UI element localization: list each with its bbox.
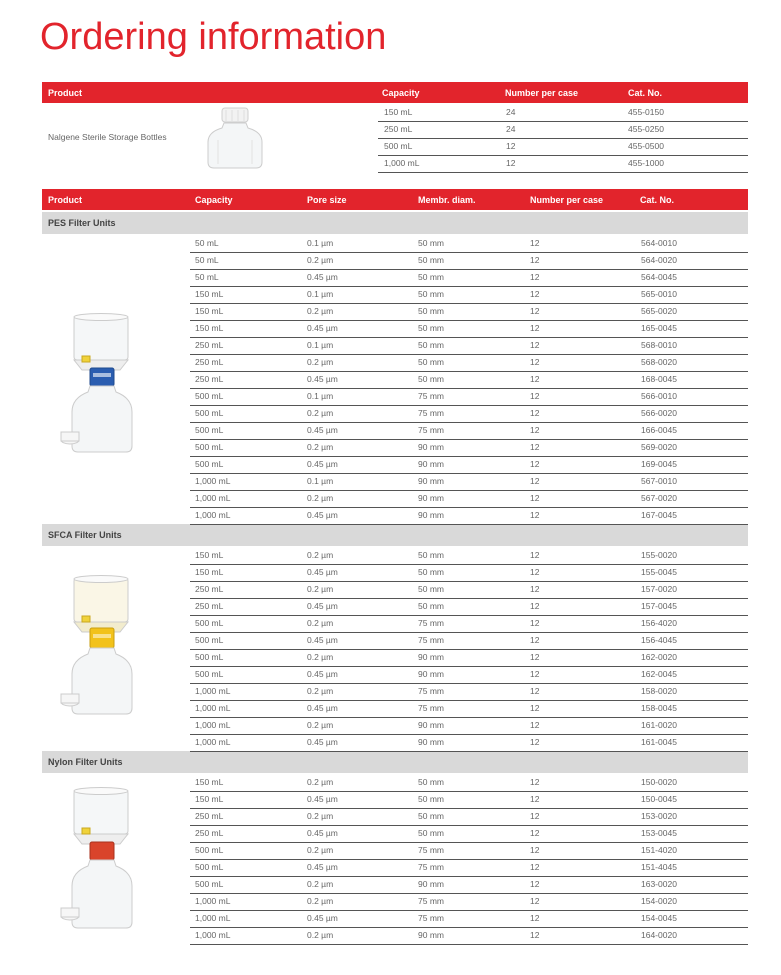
- table-cell: 0.2 µm: [307, 442, 334, 452]
- table-cell: 12: [530, 425, 540, 435]
- table-row: [190, 286, 748, 304]
- table-cell: 568-0020: [641, 357, 677, 367]
- table-row: [190, 825, 748, 843]
- table-cell: 0.45 µm: [307, 913, 338, 923]
- table-cell: 150 mL: [195, 323, 224, 333]
- table-cell: 500 mL: [195, 408, 224, 418]
- table-cell: 12: [530, 794, 540, 804]
- table-cell: 12: [530, 601, 540, 611]
- table-cell: 50 mm: [418, 584, 444, 594]
- table-cell: 455-1000: [628, 158, 664, 168]
- table-cell: 162-0020: [641, 652, 677, 662]
- filter-header-capacity: Capacity: [195, 195, 233, 205]
- table-cell: 0.45 µm: [307, 703, 338, 713]
- table-cell: 157-0020: [641, 584, 677, 594]
- table-cell: 564-0045: [641, 272, 677, 282]
- table-cell: 75 mm: [418, 862, 444, 872]
- table-cell: 12: [530, 635, 540, 645]
- table-cell: 156-4045: [641, 635, 677, 645]
- table-row: [190, 564, 748, 582]
- table-cell: 12: [530, 845, 540, 855]
- table-cell: 12: [530, 459, 540, 469]
- table-cell: 50 mL: [195, 255, 219, 265]
- table-cell: 50 mm: [418, 323, 444, 333]
- table-cell: 0.45 µm: [307, 323, 338, 333]
- table-cell: 50 mL: [195, 238, 219, 248]
- table-cell: 1,000 mL: [195, 896, 231, 906]
- table-cell: 90 mm: [418, 930, 444, 940]
- table-cell: 161-0020: [641, 720, 677, 730]
- table-cell: 90 mm: [418, 879, 444, 889]
- table-cell: 12: [530, 669, 540, 679]
- table-cell: 150-0020: [641, 777, 677, 787]
- table-cell: 12: [530, 913, 540, 923]
- table-cell: 1,000 mL: [195, 493, 231, 503]
- table-cell: 150 mL: [195, 567, 224, 577]
- table-cell: 50 mm: [418, 777, 444, 787]
- table-row: [190, 717, 748, 735]
- table-cell: 75 mm: [418, 913, 444, 923]
- table-cell: 0.45 µm: [307, 828, 338, 838]
- table-cell: 50 mL: [195, 272, 219, 282]
- table-cell: 12: [530, 584, 540, 594]
- table-cell: 75 mm: [418, 635, 444, 645]
- table-row: [190, 666, 748, 684]
- table-cell: 0.2 µm: [307, 845, 334, 855]
- table-cell: 0.45 µm: [307, 635, 338, 645]
- table-cell: 155-0045: [641, 567, 677, 577]
- table-cell: 161-0045: [641, 737, 677, 747]
- table-row: [190, 269, 748, 287]
- table-cell: 90 mm: [418, 476, 444, 486]
- table-cell: 12: [530, 238, 540, 248]
- table-cell: 250 mL: [195, 357, 224, 367]
- filter-header-number-per-case: Number per case: [530, 195, 604, 205]
- table-cell: 1,000 mL: [195, 476, 231, 486]
- table-cell: 156-4020: [641, 618, 677, 628]
- table-cell: 75 mm: [418, 686, 444, 696]
- table-row: [190, 700, 748, 718]
- section-sfca-title: SFCA Filter Units: [48, 530, 122, 540]
- table-cell: 90 mm: [418, 459, 444, 469]
- table-cell: 565-0020: [641, 306, 677, 316]
- table-cell: 0.2 µm: [307, 686, 334, 696]
- table-cell: 564-0010: [641, 238, 677, 248]
- table-cell: 1,000 mL: [195, 913, 231, 923]
- table-cell: 24: [506, 124, 516, 134]
- table-row: [190, 842, 748, 860]
- section-nylon-title: Nylon Filter Units: [48, 757, 123, 767]
- nylon-filter-unit-image: [60, 786, 140, 936]
- table-cell: 500 mL: [195, 652, 224, 662]
- table-cell: 250 mL: [384, 124, 413, 134]
- table-cell: 12: [530, 811, 540, 821]
- table-cell: 0.45 µm: [307, 459, 338, 469]
- section-pes: [42, 212, 748, 234]
- table-cell: 12: [530, 896, 540, 906]
- bottles-table-header: [42, 82, 748, 103]
- table-cell: 500 mL: [195, 459, 224, 469]
- table-cell: 12: [530, 442, 540, 452]
- table-cell: 50 mm: [418, 811, 444, 821]
- table-row: [190, 927, 748, 945]
- table-cell: 90 mm: [418, 510, 444, 520]
- table-cell: 12: [530, 357, 540, 367]
- table-cell: 90 mm: [418, 442, 444, 452]
- table-cell: 1,000 mL: [195, 686, 231, 696]
- table-cell: 154-0020: [641, 896, 677, 906]
- nylon-color-ring: [90, 842, 114, 860]
- table-cell: 168-0045: [641, 374, 677, 384]
- table-cell: 0.45 µm: [307, 374, 338, 384]
- table-cell: 12: [530, 879, 540, 889]
- table-cell: 564-0020: [641, 255, 677, 265]
- sfca-filter-unit-image: [60, 572, 140, 722]
- table-cell: 567-0010: [641, 476, 677, 486]
- table-row: [190, 774, 748, 792]
- table-cell: 500 mL: [195, 879, 224, 889]
- table-cell: 151-4020: [641, 845, 677, 855]
- table-cell: 0.2 µm: [307, 896, 334, 906]
- table-cell: 0.2 µm: [307, 811, 334, 821]
- table-cell: 150-0045: [641, 794, 677, 804]
- pes-filter-unit-image: [60, 308, 140, 458]
- table-cell: 12: [530, 289, 540, 299]
- table-cell: 12: [530, 737, 540, 747]
- section-sfca: [42, 524, 748, 546]
- table-cell: 50 mm: [418, 828, 444, 838]
- table-cell: 50 mm: [418, 289, 444, 299]
- table-cell: 155-0020: [641, 550, 677, 560]
- table-cell: 75 mm: [418, 618, 444, 628]
- table-cell: 455-0150: [628, 107, 664, 117]
- table-row: [190, 337, 748, 355]
- table-row: [190, 507, 748, 525]
- table-cell: 163-0020: [641, 879, 677, 889]
- table-cell: 153-0045: [641, 828, 677, 838]
- table-cell: 150 mL: [384, 107, 413, 117]
- table-cell: 12: [506, 141, 516, 151]
- table-cell: 50 mm: [418, 272, 444, 282]
- bottles-header-number-per-case: Number per case: [505, 88, 579, 98]
- table-row: [190, 734, 748, 752]
- table-row: [190, 859, 748, 877]
- table-cell: 12: [530, 408, 540, 418]
- table-cell: 0.45 µm: [307, 669, 338, 679]
- table-row: [190, 388, 748, 406]
- bottles-header-capacity: Capacity: [382, 88, 420, 98]
- table-cell: 50 mm: [418, 357, 444, 367]
- table-cell: 75 mm: [418, 408, 444, 418]
- table-cell: 50 mm: [418, 567, 444, 577]
- table-row: [378, 104, 748, 122]
- table-cell: 500 mL: [195, 425, 224, 435]
- table-cell: 500 mL: [195, 618, 224, 628]
- table-cell: 0.45 µm: [307, 567, 338, 577]
- table-cell: 250 mL: [195, 828, 224, 838]
- table-cell: 569-0020: [641, 442, 677, 452]
- table-row: [190, 422, 748, 440]
- table-cell: 50 mm: [418, 306, 444, 316]
- table-cell: 0.2 µm: [307, 357, 334, 367]
- table-row: [190, 490, 748, 508]
- table-cell: 153-0020: [641, 811, 677, 821]
- filter-table-header: [42, 189, 748, 210]
- table-cell: 164-0020: [641, 930, 677, 940]
- table-cell: 12: [530, 255, 540, 265]
- table-cell: 12: [530, 862, 540, 872]
- table-row: [190, 252, 748, 270]
- table-cell: 0.2 µm: [307, 255, 334, 265]
- table-cell: 0.2 µm: [307, 408, 334, 418]
- table-cell: 12: [530, 493, 540, 503]
- table-row: [190, 598, 748, 616]
- table-row: [190, 473, 748, 491]
- table-row: [190, 235, 748, 253]
- table-cell: 24: [506, 107, 516, 117]
- table-cell: 12: [530, 306, 540, 316]
- table-cell: 500 mL: [195, 862, 224, 872]
- table-cell: 0.45 µm: [307, 601, 338, 611]
- table-cell: 250 mL: [195, 374, 224, 384]
- table-cell: 500 mL: [195, 635, 224, 645]
- table-row: [190, 371, 748, 389]
- table-cell: 75 mm: [418, 896, 444, 906]
- table-row: [190, 910, 748, 928]
- table-cell: 50 mm: [418, 255, 444, 265]
- table-cell: 0.45 µm: [307, 510, 338, 520]
- table-cell: 50 mm: [418, 238, 444, 248]
- table-row: [190, 439, 748, 457]
- table-cell: 1,000 mL: [195, 703, 231, 713]
- table-row: [378, 155, 748, 173]
- table-row: [190, 405, 748, 423]
- table-row: [190, 303, 748, 321]
- table-row: [190, 354, 748, 372]
- table-cell: 250 mL: [195, 811, 224, 821]
- table-cell: 0.1 µm: [307, 391, 334, 401]
- section-pes-title: PES Filter Units: [48, 218, 116, 228]
- table-cell: 0.1 µm: [307, 238, 334, 248]
- table-cell: 75 mm: [418, 391, 444, 401]
- table-cell: 0.45 µm: [307, 737, 338, 747]
- table-row: [190, 808, 748, 826]
- table-cell: 154-0045: [641, 913, 677, 923]
- table-cell: 167-0045: [641, 510, 677, 520]
- table-cell: 150 mL: [195, 550, 224, 560]
- table-row: [190, 632, 748, 650]
- table-cell: 0.2 µm: [307, 652, 334, 662]
- table-cell: 565-0010: [641, 289, 677, 299]
- table-cell: 566-0020: [641, 408, 677, 418]
- table-cell: 500 mL: [195, 442, 224, 452]
- table-cell: 169-0045: [641, 459, 677, 469]
- table-row: [190, 791, 748, 809]
- table-cell: 0.2 µm: [307, 930, 334, 940]
- table-cell: 12: [530, 550, 540, 560]
- table-cell: 500 mL: [384, 141, 413, 151]
- filter-header-cat-no: Cat. No.: [640, 195, 675, 205]
- table-cell: 0.2 µm: [307, 618, 334, 628]
- table-cell: 75 mm: [418, 425, 444, 435]
- table-cell: 150 mL: [195, 289, 224, 299]
- table-cell: 1,000 mL: [195, 737, 231, 747]
- table-cell: 0.45 µm: [307, 794, 338, 804]
- table-row: [378, 138, 748, 156]
- table-cell: 12: [530, 686, 540, 696]
- table-cell: 0.2 µm: [307, 879, 334, 889]
- table-cell: 500 mL: [195, 669, 224, 679]
- table-cell: 0.45 µm: [307, 425, 338, 435]
- table-cell: 90 mm: [418, 652, 444, 662]
- table-row: [190, 456, 748, 474]
- table-cell: 75 mm: [418, 703, 444, 713]
- table-cell: 12: [530, 476, 540, 486]
- table-cell: 12: [530, 720, 540, 730]
- table-cell: 50 mm: [418, 340, 444, 350]
- table-cell: 12: [530, 272, 540, 282]
- filter-header-membr-diam: Membr. diam.: [418, 195, 476, 205]
- filter-header-pore-size: Pore size: [307, 195, 347, 205]
- bottles-header-cat-no: Cat. No.: [628, 88, 663, 98]
- table-row: [190, 876, 748, 894]
- table-cell: 568-0010: [641, 340, 677, 350]
- table-cell: 50 mm: [418, 794, 444, 804]
- table-cell: 12: [530, 703, 540, 713]
- table-cell: 157-0045: [641, 601, 677, 611]
- table-cell: 90 mm: [418, 720, 444, 730]
- table-row: [190, 581, 748, 599]
- table-row: [190, 547, 748, 565]
- table-cell: 12: [530, 828, 540, 838]
- table-cell: 90 mm: [418, 493, 444, 503]
- table-cell: 12: [530, 340, 540, 350]
- table-cell: 1,000 mL: [195, 930, 231, 940]
- table-cell: 12: [530, 374, 540, 384]
- table-row: [378, 121, 748, 139]
- table-cell: 166-0045: [641, 425, 677, 435]
- table-cell: 0.2 µm: [307, 584, 334, 594]
- table-cell: 12: [506, 158, 516, 168]
- table-cell: 50 mm: [418, 374, 444, 384]
- table-cell: 500 mL: [195, 391, 224, 401]
- table-cell: 162-0045: [641, 669, 677, 679]
- table-cell: 455-0250: [628, 124, 664, 134]
- table-row: [190, 893, 748, 911]
- table-row: [190, 320, 748, 338]
- table-cell: 150 mL: [195, 777, 224, 787]
- section-nylon: [42, 751, 748, 773]
- table-row: [190, 649, 748, 667]
- table-cell: 75 mm: [418, 845, 444, 855]
- table-row: [190, 683, 748, 701]
- table-cell: 165-0045: [641, 323, 677, 333]
- table-cell: 455-0500: [628, 141, 664, 151]
- bottles-header-product: Product: [48, 88, 83, 98]
- table-cell: 0.2 µm: [307, 777, 334, 787]
- table-cell: 50 mm: [418, 601, 444, 611]
- table-cell: 0.1 µm: [307, 289, 334, 299]
- table-cell: 0.2 µm: [307, 306, 334, 316]
- table-cell: 500 mL: [195, 845, 224, 855]
- table-cell: 250 mL: [195, 584, 224, 594]
- table-cell: 12: [530, 777, 540, 787]
- table-cell: 12: [530, 652, 540, 662]
- table-cell: 0.1 µm: [307, 340, 334, 350]
- table-cell: 90 mm: [418, 737, 444, 747]
- bottles-product-name: Nalgene Sterile Storage Bottles: [48, 132, 167, 142]
- table-cell: 0.45 µm: [307, 272, 338, 282]
- table-cell: 90 mm: [418, 669, 444, 679]
- table-cell: 567-0020: [641, 493, 677, 503]
- table-cell: 12: [530, 391, 540, 401]
- storage-bottle-image: [204, 106, 268, 172]
- filter-header-product: Product: [48, 195, 83, 205]
- table-cell: 151-4045: [641, 862, 677, 872]
- table-cell: 12: [530, 323, 540, 333]
- table-row: [190, 615, 748, 633]
- table-cell: 250 mL: [195, 340, 224, 350]
- table-cell: 12: [530, 510, 540, 520]
- table-cell: 0.45 µm: [307, 862, 338, 872]
- table-cell: 250 mL: [195, 601, 224, 611]
- table-cell: 12: [530, 567, 540, 577]
- table-cell: 0.1 µm: [307, 476, 334, 486]
- table-cell: 566-0010: [641, 391, 677, 401]
- table-cell: 50 mm: [418, 550, 444, 560]
- table-cell: 0.2 µm: [307, 493, 334, 503]
- table-cell: 12: [530, 618, 540, 628]
- table-cell: 150 mL: [195, 306, 224, 316]
- table-cell: 158-0020: [641, 686, 677, 696]
- table-cell: 0.2 µm: [307, 550, 334, 560]
- table-cell: 1,000 mL: [195, 720, 231, 730]
- table-cell: 12: [530, 930, 540, 940]
- table-cell: 150 mL: [195, 794, 224, 804]
- table-cell: 1,000 mL: [195, 510, 231, 520]
- table-cell: 158-0045: [641, 703, 677, 713]
- table-cell: 1,000 mL: [384, 158, 420, 168]
- table-cell: 0.2 µm: [307, 720, 334, 730]
- page-title: Ordering information: [40, 16, 387, 58]
